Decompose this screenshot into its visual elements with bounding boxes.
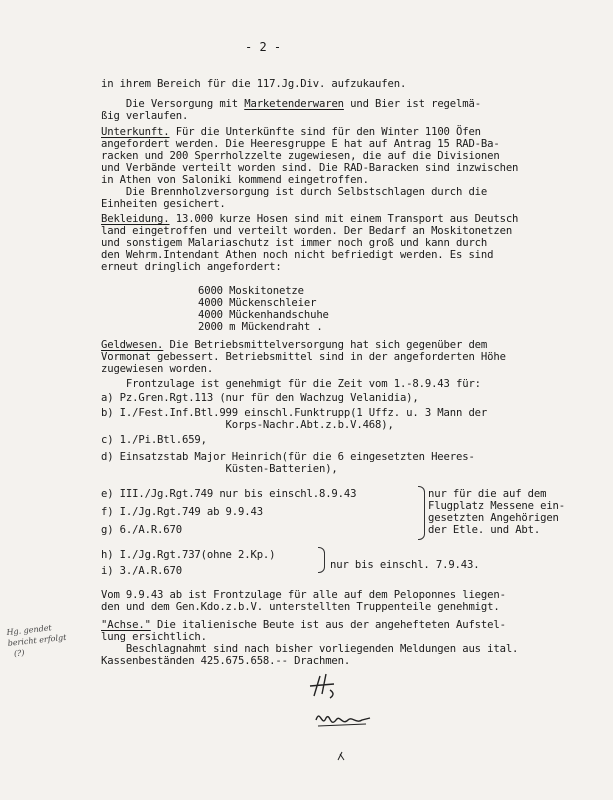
text-line: ßig verlaufen. xyxy=(101,110,189,122)
section-heading: Marketenderwaren xyxy=(244,98,344,110)
text-line: Küsten-Batterien), xyxy=(101,463,338,475)
text-line: Vom 9.9.43 ab ist Frontzulage für alle auf dem Peloponnes liegen- xyxy=(101,589,506,601)
brace-h-i xyxy=(318,547,325,573)
text-line: Vormonat gebessert. Betriebsmittel sind in der angeforderten Höhe xyxy=(101,351,506,363)
section-heading: "Achse." xyxy=(101,619,151,631)
text-line: a) Pz.Gren.Rgt.113 (nur für den Wachzug Velanidia), xyxy=(101,392,419,404)
text-line: nur bis einschl. 7.9.43. xyxy=(330,559,480,571)
text-line: der Etle. und Abt. xyxy=(428,524,541,536)
section-heading: Geldwesen. xyxy=(101,339,164,351)
signature xyxy=(300,668,380,768)
text-line: Einheiten gesichert. xyxy=(101,198,226,210)
margin-note: Hg. gendet bericht erfolgt (?) xyxy=(6,623,67,659)
text-line: in ihrem Bereich für die 117.Jg.Div. aufzukaufen. xyxy=(101,78,407,90)
text-line: den und dem Gen.Kdo.z.b.V. unterstellten Truppenteile genehmigt. xyxy=(101,601,500,613)
section-heading: Unterkunft. xyxy=(101,126,170,138)
text-line: erneut dringlich angefordert: xyxy=(101,261,282,273)
page-number: - 2 - xyxy=(245,40,282,54)
text-line: lung ersichtlich. xyxy=(101,631,207,643)
text-line: Bekleidung. 13.000 kurze Hosen sind mit einem Transport aus Deutsch xyxy=(101,213,519,225)
text-line: Korps-Nachr.Abt.z.b.V.468), xyxy=(101,419,394,431)
text-line: Die Brennholzversorgung ist durch Selbstschlagen durch die xyxy=(101,186,488,198)
text-line: g) 6./A.R.670 xyxy=(101,524,182,536)
text-line: b) I./Fest.Inf.Btl.999 einschl.Funktrupp(1 Uffz. u. 3 Mann der xyxy=(101,407,488,419)
text-line: Frontzulage ist genehmigt für die Zeit vom 1.-8.9.43 für: xyxy=(101,378,481,390)
text-line: f) I./Jg.Rgt.749 ab 9.9.43 xyxy=(101,506,263,518)
text-line: 4000 Mückenschleier xyxy=(198,297,317,309)
text-line: gesetzten Angehörigen xyxy=(428,512,559,524)
section-heading: Bekleidung. xyxy=(101,213,170,225)
text-line: land eingetroffen und verteilt worden. Der Bedarf an Moskitonetzen xyxy=(101,225,513,237)
text-line: i) 3./A.R.670 xyxy=(101,565,182,577)
text-line: Geldwesen. Die Betriebsmittelversorgung hat sich gegenüber dem xyxy=(101,339,488,351)
text-line: "Achse." Die italienische Beute ist aus der angehefteten Aufstel- xyxy=(101,619,506,631)
brace-e-g xyxy=(418,486,425,540)
text-line: Beschlagnahmt sind nach bisher vorliegenden Meldungen aus ital. xyxy=(101,643,519,655)
text-line: in Athen von Saloniki kommend eingetroffen. xyxy=(101,174,369,186)
text-line: Kassenbeständen 425.675.658.-- Drachmen. xyxy=(101,655,351,667)
text-line: den Wehrm.Intendant Athen noch nicht befriedigt werden. Es sind xyxy=(101,249,494,261)
text-line: Flugplatz Messene ein- xyxy=(428,500,566,512)
text-line: und sonstigem Malariaschutz ist immer noch groß und kann durch xyxy=(101,237,488,249)
text-line: 2000 m Mückendraht . xyxy=(198,321,323,333)
text-line: angefordert werden. Die Heeresgruppe E hat auf Antrag 15 RAD-Ba- xyxy=(101,138,500,150)
text-line: Unterkunft. Für die Unterkünfte sind für den Winter 1100 Öfen xyxy=(101,126,481,138)
text-line: nur für die auf dem xyxy=(428,488,547,500)
text-line: c) 1./Pi.Btl.659, xyxy=(101,434,207,446)
text-line: e) III./Jg.Rgt.749 nur bis einschl.8.9.43 xyxy=(101,488,357,500)
text-line: zugewiesen worden. xyxy=(101,363,214,375)
text-line: 6000 Moskitonetze xyxy=(198,285,304,297)
text-line: racken und 200 Sperrholzzelte zugewiesen, die auf die Divisionen xyxy=(101,150,500,162)
text-line: Die Versorgung mit Marketenderwaren und Bier ist regelmä- xyxy=(101,98,481,110)
text-line: und Verbände verteilt worden sind. Die RAD-Baracken sind inzwischen xyxy=(101,162,519,174)
text-line: 4000 Mückenhandschuhe xyxy=(198,309,329,321)
text-line: h) I./Jg.Rgt.737(ohne 2.Kp.) xyxy=(101,549,276,561)
text-line: d) Einsatzstab Major Heinrich(für die 6 eingesetzten Heeres- xyxy=(101,451,475,463)
